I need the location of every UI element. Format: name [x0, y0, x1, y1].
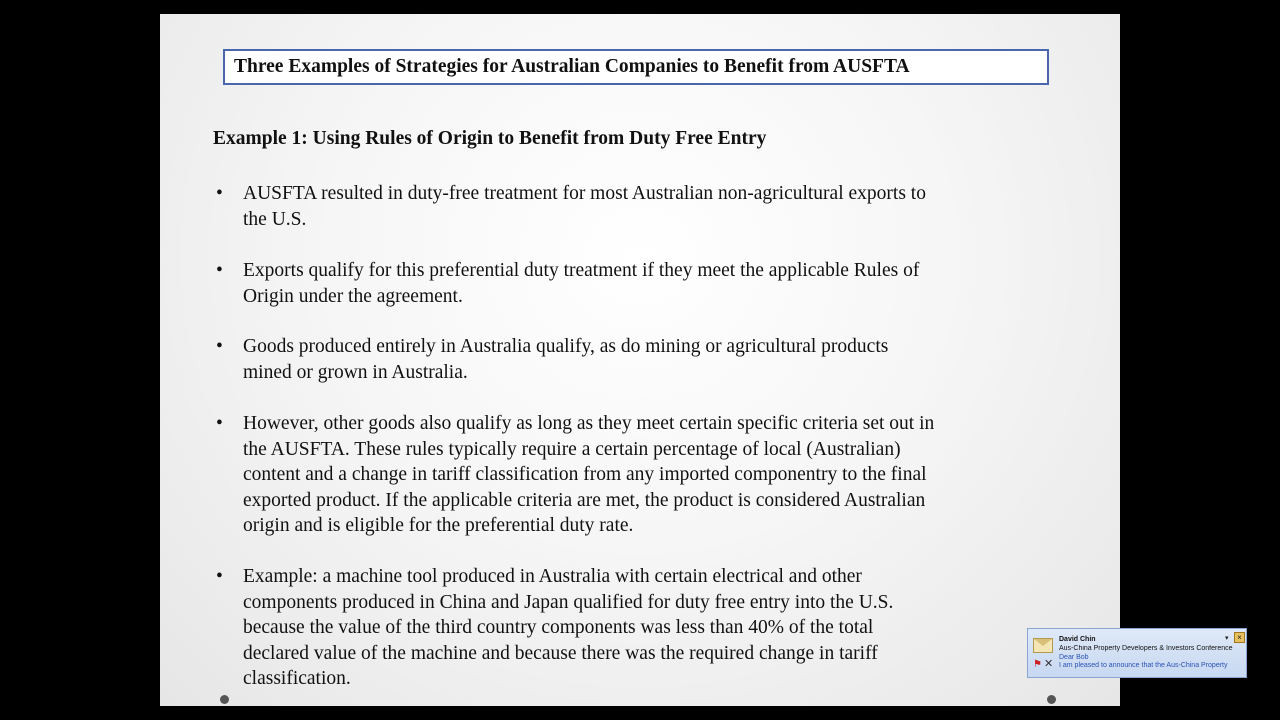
- bullet-marker: •: [216, 260, 223, 281]
- bullet-item: [216, 411, 1096, 539]
- bullet-text-line: mined or grown in Australia.: [243, 361, 468, 383]
- notification-body-line: Dear Bob: [1059, 654, 1089, 661]
- bullet-text-line: because the value of the third country components was less than 40% of the total: [243, 617, 874, 638]
- bullet-text-line: the AUSFTA. These rules typically require a certain percentage of local (Australian): [243, 438, 901, 460]
- bullet-text-line: Origin under the agreement.: [243, 285, 463, 307]
- flag-icon[interactable]: ⚑: [1033, 659, 1042, 670]
- envelope-icon: [1033, 638, 1053, 653]
- bullet-marker: •: [216, 336, 223, 357]
- slide-dot-right: [1047, 695, 1056, 704]
- bullet-item: [216, 181, 1096, 232]
- bullet-text-line: classification.: [243, 668, 351, 689]
- bullet-text-line: origin and is eligible for the preferential duty rate.: [243, 515, 634, 536]
- bullet-text-line: However, other goods also qualify as long as they meet certain specific criteria set out in: [243, 413, 935, 434]
- bullet-item: [216, 564, 1096, 692]
- delete-icon[interactable]: ✕: [1044, 658, 1054, 670]
- bullet-text-line: AUSFTA resulted in duty-free treatment for most Australian non-agricultural exports to: [243, 183, 926, 204]
- slide: [160, 14, 1120, 706]
- bullet-item: [216, 258, 1096, 309]
- bullet-marker: •: [216, 566, 223, 587]
- slide-title: Three Examples of Strategies for Australian Companies to Benefit from AUSFTA: [234, 56, 910, 77]
- bullet-marker: •: [216, 183, 223, 204]
- bullet-item: [216, 334, 1096, 385]
- slide-title-box: [223, 49, 1049, 85]
- bullet-text-line: Example: a machine tool produced in Australia with certain electrical and other: [243, 566, 862, 587]
- close-icon[interactable]: ×: [1234, 632, 1245, 643]
- notification-sender: David Chin: [1059, 636, 1096, 643]
- notification-body-line: I am pleased to announce that the Aus-China Property: [1059, 662, 1228, 669]
- notification-subject: Aus-China Property Developers & Investors Conference: [1059, 645, 1233, 652]
- chevron-down-icon[interactable]: ▾: [1225, 635, 1229, 642]
- bullet-text-line: components produced in China and Japan qualified for duty free entry into the U.S.: [243, 591, 894, 613]
- email-notification-popup[interactable]: [1027, 628, 1247, 678]
- bullet-text-line: exported product. If the applicable criteria are met, the product is considered Australian: [243, 489, 926, 511]
- bullet-text-line: Exports qualify for this preferential duty treatment if they meet the applicable Rules of: [243, 260, 920, 281]
- bullet-text-line: declared value of the machine and because there was the required change in tariff: [243, 642, 878, 664]
- bullet-marker: •: [216, 413, 223, 434]
- bullet-text-line: the U.S.: [243, 208, 307, 230]
- slide-heading: Example 1: Using Rules of Origin to Benefit from Duty Free Entry: [213, 128, 767, 149]
- bullet-text-line: Goods produced entirely in Australia qualify, as do mining or agricultural products: [243, 336, 889, 357]
- bullet-text-line: content and a change in tariff classification from any imported componentry to the final: [243, 464, 927, 485]
- slide-dot-left: [220, 695, 229, 704]
